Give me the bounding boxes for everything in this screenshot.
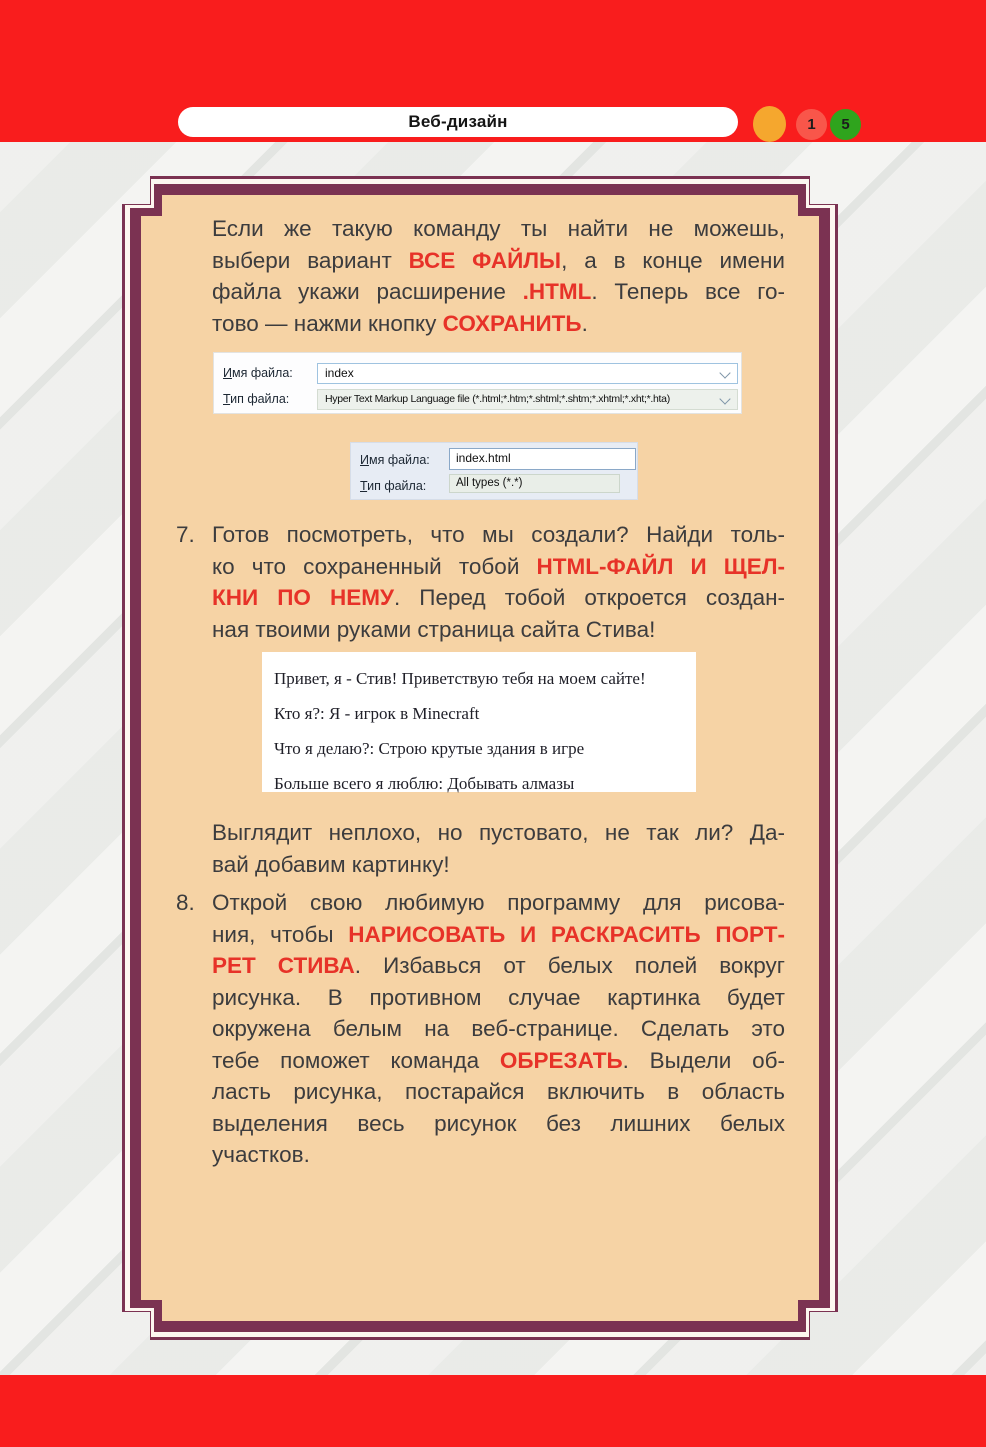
- filetype-label: Тип файла:: [360, 479, 427, 493]
- chapter-title: Веб-дизайн: [408, 112, 508, 131]
- intro-paragraph: [212, 213, 785, 339]
- text-line: Готов посмотреть, что мы создали? Найди толь-: [212, 522, 785, 547]
- webpage-preview: [262, 652, 696, 792]
- text-line: выделения весь рисунок без лишних белых: [212, 1110, 785, 1136]
- save-dialog-screenshot-2: [350, 442, 638, 500]
- text-line: ния, чтобы НАРИСОВАТЬ И РАСКРАСИТЬ ПОРТ-: [212, 921, 785, 947]
- dropdown-arrow-icon: [719, 367, 730, 378]
- dropdown-arrow-icon: [719, 393, 730, 404]
- text-line: вай добавим картинку!: [212, 851, 450, 877]
- text-line: Открой свою любимую программу для рисова-: [212, 890, 785, 915]
- chapter-pill: [178, 107, 738, 137]
- filename-input[interactable]: index.html: [449, 448, 636, 470]
- page-badge-1: 1: [796, 109, 827, 140]
- bottom-red-bar: [0, 1375, 986, 1447]
- text-line: участков.: [212, 1142, 310, 1167]
- filetype-combobox[interactable]: Hyper Text Markup Language file (*.html;*.htm;*.shtml;*.shtm;*.xhtml;*.xht;*.hta): [317, 389, 738, 410]
- filename-label: Имя файла:: [223, 366, 293, 380]
- top-red-bar: [0, 0, 986, 142]
- text-line: Больше всего я люблю: Добывать алмазы: [274, 774, 575, 793]
- text-line: рисунка. В противном случае картинка будет: [212, 984, 785, 1010]
- filetype-field[interactable]: All types (*.*): [449, 474, 620, 493]
- filetype-label: Тип файла:: [223, 392, 290, 406]
- text-line: Кто я?: Я - игрок в Minecraft: [274, 704, 480, 723]
- text-line: окружена белым на веб-странице. Сделать это: [212, 1016, 785, 1041]
- text-line: тово — нажми кнопку СОХРАНИТЬ.: [212, 310, 588, 336]
- text-line: тебе поможет команда ОБРЕЗАТЬ. Выдели об-: [212, 1047, 785, 1073]
- text-line: РЕТ СТИВА. Избавься от белых полей вокруг: [212, 953, 785, 978]
- text-line: Выглядит неплохо, но пустовато, не так ли? Да-: [212, 820, 785, 845]
- save-dialog-screenshot: [213, 352, 742, 414]
- text-line: КНИ ПО НЕМУ. Перед тобой откроется создан-: [212, 585, 786, 610]
- page-badge-5: 5: [830, 109, 861, 140]
- text-line: файла укажи расширение .HTML. Теперь все го-: [212, 279, 785, 304]
- text-line: выбери вариант ВСЕ ФАЙЛЫ, а в конце имени: [212, 247, 786, 273]
- text-line: ная твоими руками страница сайта Стива!: [212, 616, 656, 642]
- text-line: Если же такую команду ты найти не можешь,: [212, 216, 785, 241]
- text-line: Что я делаю?: Строю крутые здания в игре: [274, 739, 585, 758]
- list-number-7: 7.: [176, 522, 195, 547]
- item-8-paragraph: [212, 887, 785, 1171]
- orange-dot-badge: [753, 106, 786, 142]
- text-line: ласть рисунка, постарайся включить в область: [212, 1079, 785, 1104]
- text-line: ко что сохраненный тобой HTML-ФАЙЛ И ЩЕЛ-: [212, 553, 786, 579]
- list-number-8: 8.: [176, 890, 195, 915]
- item-7-paragraph: [212, 519, 785, 645]
- filename-label: Имя файла:: [360, 453, 430, 467]
- filename-combobox[interactable]: index: [317, 363, 738, 384]
- outro-paragraph: [212, 817, 785, 880]
- text-line: Привет, я - Стив! Приветствую тебя на моем сайте!: [274, 669, 646, 688]
